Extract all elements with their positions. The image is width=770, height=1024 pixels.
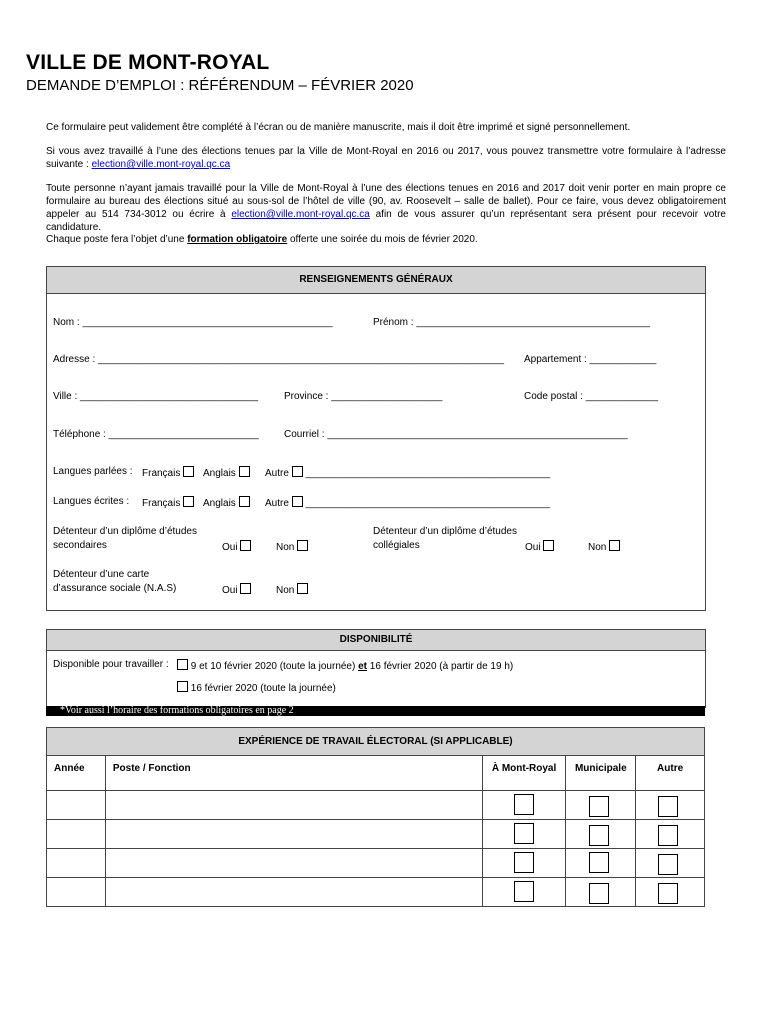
autre-checkbox[interactable]	[658, 825, 678, 846]
col-municipale: Municipale	[566, 756, 636, 791]
intro-paragraph-3-text: Toute personne n’ayant jamais travaillé pour la Ville de Mont-Royal à l’une des élections tenues en 2016 and 2017 doit venir porter en main propre ce formulaire au bureau des élections situé au sous-sol de l’hôtel de ville (90, av. Roosevelt – salle de ballet). Pour ce faire, vous devez obligatoirement appeler au 514 734-3012 ou écrire à	[46, 183, 726, 220]
mont-royal-cell	[482, 849, 566, 878]
mont-royal-checkbox[interactable]	[514, 823, 534, 844]
municipale-checkbox[interactable]	[589, 883, 609, 904]
disponibilite-option-1-text-b: 16 février 2020 (à partir de 19 h)	[369, 661, 514, 672]
parle-autre-input[interactable]: ____________________________________________	[305, 468, 551, 479]
diplome-secondaire-non-label: Non	[276, 542, 295, 553]
municipale-checkbox[interactable]	[589, 852, 609, 873]
formation-obligatoire-emphasis: formation obligatoire	[187, 234, 288, 245]
diplome-collegial-label-1: Détenteur d’un diplôme d’études	[373, 526, 517, 537]
general-info-section	[46, 266, 706, 611]
ecrit-autre-option	[265, 496, 550, 509]
annee-cell[interactable]	[47, 849, 106, 878]
experience-header: EXPÉRIENCE DE TRAVAIL ÉLECTORAL (SI APPLICABLE)	[47, 728, 705, 756]
adresse-field[interactable]: Adresse : _________________________________________________________________________	[53, 354, 505, 365]
diplome-collegial-oui	[525, 540, 554, 553]
poste-cell[interactable]	[105, 878, 482, 907]
nom-field[interactable]: Nom : _____________________________________________	[53, 317, 333, 328]
mont-royal-cell	[482, 791, 566, 820]
ecrit-autre-label: Autre	[265, 498, 289, 509]
diplome-secondaire-label-1: Détenteur d’un diplôme d’études	[53, 526, 197, 537]
ecrit-anglais-option	[203, 496, 250, 509]
autre-checkbox[interactable]	[658, 883, 678, 904]
parle-anglais-label: Anglais	[203, 468, 236, 479]
province-field[interactable]: Province : ____________________	[284, 391, 443, 402]
col-annee: Année	[47, 756, 106, 791]
ville-field[interactable]: Ville : ________________________________	[53, 391, 259, 402]
mont-royal-checkbox[interactable]	[514, 881, 534, 902]
parle-anglais-option	[203, 466, 250, 479]
disponibilite-option-2-text: 16 février 2020 (toute la journée)	[190, 683, 336, 694]
municipale-cell	[566, 791, 636, 820]
ecrit-francais-label: Français	[142, 498, 181, 509]
formation-note-bar	[46, 706, 705, 716]
carte-nas-non	[276, 583, 308, 596]
disponibilite-header: DISPONIBILITÉ	[47, 630, 705, 651]
page-title: VILLE DE MONT-ROYAL	[26, 51, 270, 74]
municipale-checkbox[interactable]	[589, 825, 609, 846]
carte-nas-label-1: Détenteur d’une carte	[53, 569, 150, 580]
carte-nas-oui	[222, 583, 251, 596]
parle-francais-option	[142, 466, 194, 479]
diplome-secondaire-label-2: secondaires	[53, 540, 107, 551]
langues-parlees-label: Langues parlées :	[53, 466, 133, 477]
diplome-collegial-oui-checkbox[interactable]	[543, 540, 554, 551]
ecrit-anglais-label: Anglais	[203, 498, 236, 509]
autre-checkbox[interactable]	[658, 854, 678, 875]
annee-cell[interactable]	[47, 820, 106, 849]
parle-anglais-checkbox[interactable]	[239, 466, 250, 477]
mont-royal-cell	[482, 820, 566, 849]
diplome-secondaire-non	[276, 540, 308, 553]
mont-royal-checkbox[interactable]	[514, 794, 534, 815]
intro-paragraph-4	[46, 233, 726, 246]
diplome-secondaire-oui	[222, 540, 251, 553]
telephone-field[interactable]: Téléphone : ___________________________	[53, 429, 259, 440]
intro-paragraph-3	[46, 182, 726, 234]
mont-royal-cell	[482, 878, 566, 907]
diplome-collegial-non-label: Non	[588, 542, 607, 553]
parle-francais-checkbox[interactable]	[183, 466, 194, 477]
intro-paragraph-4-end: offerte une soirée du mois de février 2020.	[287, 234, 478, 245]
ecrit-autre-checkbox[interactable]	[292, 496, 303, 507]
col-poste: Poste / Fonction	[105, 756, 482, 791]
intro-paragraph-2	[46, 145, 726, 171]
carte-nas-label-2: d’assurance sociale (N.A.S)	[53, 583, 177, 594]
poste-cell[interactable]	[105, 791, 482, 820]
experience-table	[46, 727, 705, 907]
poste-cell[interactable]	[105, 849, 482, 878]
formation-note: *Voir aussi l’horaire des formations obligatoires en page 2	[60, 705, 294, 716]
prenom-field[interactable]: Prénom : __________________________________________	[373, 317, 650, 328]
municipale-cell	[566, 820, 636, 849]
carte-nas-non-label: Non	[276, 585, 295, 596]
disponibilite-option-2-checkbox[interactable]	[177, 681, 188, 692]
ecrit-autre-input[interactable]: ____________________________________________	[305, 498, 551, 509]
carte-nas-oui-checkbox[interactable]	[240, 583, 251, 594]
table-row	[47, 791, 705, 820]
diplome-collegial-label-2: collégiales	[373, 540, 420, 551]
annee-cell[interactable]	[47, 878, 106, 907]
parle-francais-label: Français	[142, 468, 181, 479]
general-info-header: RENSEIGNEMENTS GÉNÉRAUX	[47, 267, 705, 294]
diplome-secondaire-non-checkbox[interactable]	[297, 540, 308, 551]
autre-checkbox[interactable]	[658, 796, 678, 817]
diplome-collegial-non	[588, 540, 620, 553]
autre-cell	[636, 791, 705, 820]
diplome-secondaire-oui-label: Oui	[222, 542, 238, 553]
autre-cell	[636, 878, 705, 907]
autre-cell	[636, 849, 705, 878]
courriel-field[interactable]: Courriel : ______________________________________________________	[284, 429, 628, 440]
parle-autre-option	[265, 466, 550, 479]
mont-royal-checkbox[interactable]	[514, 852, 534, 873]
ecrit-francais-checkbox[interactable]	[183, 496, 194, 507]
diplome-secondaire-oui-checkbox[interactable]	[240, 540, 251, 551]
table-row	[47, 878, 705, 907]
page-subtitle: DEMANDE D’EMPLOI : RÉFÉRENDUM – FÉVRIER 2020	[26, 77, 414, 94]
disponibilite-option-1-checkbox[interactable]	[177, 659, 188, 670]
disponibilite-option-2	[177, 681, 336, 694]
carte-nas-non-checkbox[interactable]	[297, 583, 308, 594]
appartement-field[interactable]: Appartement : ____________	[524, 354, 657, 365]
table-row	[47, 849, 705, 878]
disponibilite-option-1-text-a: 9 et 10 février 2020 (toute la journée)	[190, 661, 356, 672]
disponibilite-section	[46, 629, 706, 708]
disponibilite-et: et	[358, 661, 368, 672]
col-mont-royal: À Mont-Royal	[482, 756, 566, 791]
intro-paragraph-1: Ce formulaire peut validement être complété à l’écran ou de manière manuscrite, mais il doit être imprimé et signé personnellement.	[46, 122, 631, 133]
code-postal-field[interactable]: Code postal : _____________	[524, 391, 659, 402]
annee-cell[interactable]	[47, 791, 106, 820]
intro-paragraph-4-start: Chaque poste fera l’objet d’une	[46, 234, 188, 245]
disponibilite-option-1	[177, 659, 513, 672]
table-row	[47, 820, 705, 849]
langues-ecrites-label: Langues écrites :	[53, 496, 130, 507]
diplome-collegial-non-checkbox[interactable]	[609, 540, 620, 551]
disponible-label: Disponible pour travailler :	[53, 659, 169, 670]
municipale-cell	[566, 849, 636, 878]
intro-paragraph-3-end: afin de vous assurer qu’un représentant sera présent pour recevoir votre candidature.	[46, 209, 726, 233]
ecrit-francais-option	[142, 496, 194, 509]
carte-nas-oui-label: Oui	[222, 585, 238, 596]
email-link-1[interactable]: election@ville.mont-royal.qc.ca	[91, 159, 231, 170]
parle-autre-checkbox[interactable]	[292, 466, 303, 477]
municipale-checkbox[interactable]	[589, 796, 609, 817]
email-link-2[interactable]: election@ville.mont-royal.qc.ca	[231, 209, 370, 220]
diplome-collegial-oui-label: Oui	[525, 542, 541, 553]
col-autre: Autre	[636, 756, 705, 791]
poste-cell[interactable]	[105, 820, 482, 849]
autre-cell	[636, 820, 705, 849]
ecrit-anglais-checkbox[interactable]	[239, 496, 250, 507]
municipale-cell	[566, 878, 636, 907]
parle-autre-label: Autre	[265, 468, 289, 479]
intro-paragraph-2-text: Si vous avez travaillé à l’une des élections tenues par la Ville de Mont-Royal en 2016 ou 2017, vous pouvez transmettre votre formulaire à l’adresse suivante :	[46, 146, 726, 170]
